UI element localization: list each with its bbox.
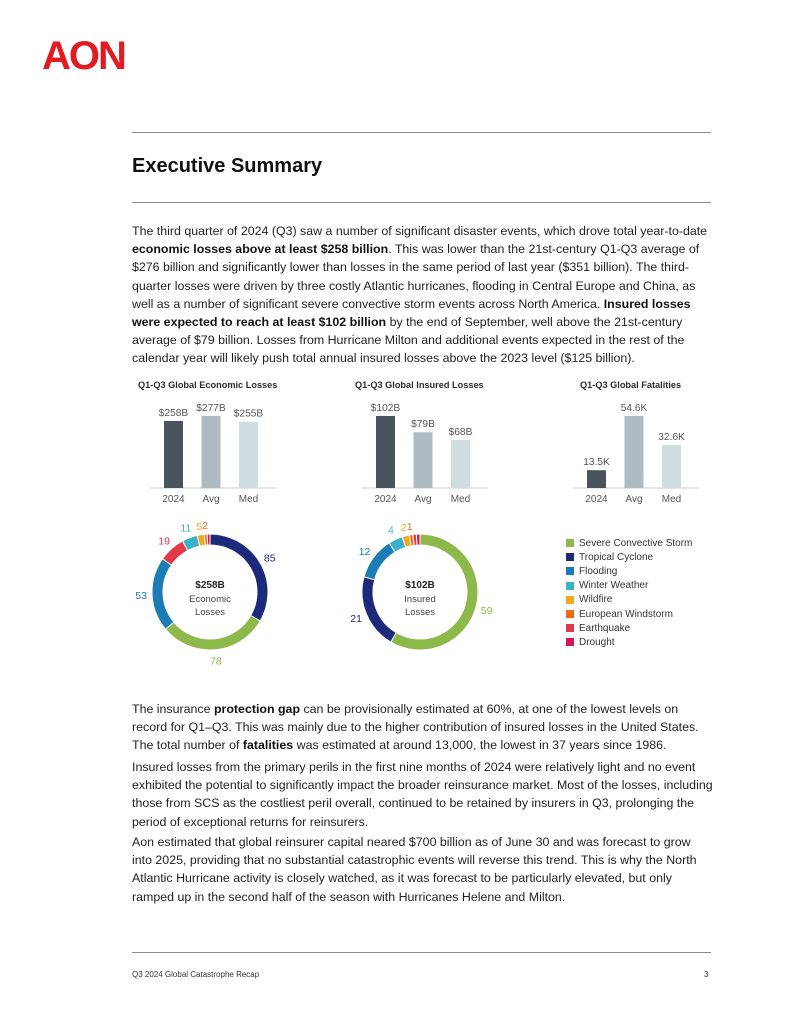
legend-item bbox=[566, 607, 692, 621]
body-p1-text-a: The insurance bbox=[132, 702, 214, 716]
bar-2024 bbox=[164, 421, 183, 488]
donut-center-caption: Losses bbox=[404, 607, 436, 618]
legend-swatch bbox=[566, 624, 574, 632]
legend-label: Severe Convective Storm bbox=[579, 537, 693, 549]
legend-item bbox=[566, 564, 692, 578]
bar-med bbox=[451, 440, 470, 488]
donut-value-label: 2 bbox=[202, 520, 208, 533]
legend-swatch bbox=[566, 567, 574, 575]
bar-category-label: Avg bbox=[414, 494, 432, 505]
legend-item bbox=[566, 536, 692, 550]
bar-category-label: Med bbox=[450, 494, 471, 505]
bar-category-label: 2024 bbox=[374, 494, 397, 505]
peril-legend bbox=[566, 536, 692, 650]
bar-2024 bbox=[587, 470, 606, 488]
donut-segment-severe-convective-storm bbox=[391, 534, 478, 650]
donut-segment-drought bbox=[416, 534, 420, 545]
fatalities-bar-chart bbox=[573, 398, 703, 510]
legend-item bbox=[566, 593, 692, 607]
donut-center-caption: Economic bbox=[189, 594, 231, 605]
economic-losses-chart-title: Q1-Q3 Global Economic Losses bbox=[138, 380, 278, 390]
legend-item bbox=[566, 635, 692, 649]
legend-swatch bbox=[566, 582, 574, 590]
body-p1-text-e: was estimated at around 13,000, the lowest in 37 years since 1986. bbox=[293, 738, 667, 753]
donut-center-caption: Insured bbox=[404, 594, 436, 605]
aon-logo bbox=[42, 36, 134, 77]
footer-title: Q3 2024 Global Catastrophe Recap bbox=[132, 970, 260, 979]
legend-item bbox=[566, 621, 692, 635]
legend-swatch bbox=[566, 553, 574, 561]
donut-value-label: 19 bbox=[158, 535, 170, 548]
donut-value-label: 1 bbox=[406, 520, 413, 533]
bar-value-label: $255B bbox=[233, 408, 264, 420]
economic-losses-donut-chart bbox=[135, 518, 280, 668]
insured-losses-donut-chart bbox=[350, 518, 493, 668]
bar-avg bbox=[202, 416, 221, 488]
body-paragraph-2: Insured losses from the primary perils in the first nine months of 2024 were relatively light and no event exhibited the potential to significantly impact the broader reinsurance market. Most of the losses, including those from SCS as the costliest peril overall, continued to be retained by insurers in Q3, prolonging the period of exceptional returns for reinsurers. bbox=[132, 760, 713, 829]
fatalities-chart-title: Q1-Q3 Global Fatalities bbox=[580, 380, 682, 390]
bar-category-label: 2024 bbox=[162, 494, 185, 505]
intro-paragraph bbox=[132, 222, 714, 368]
legend-swatch bbox=[566, 610, 574, 618]
economic-losses-bar-chart bbox=[150, 398, 280, 510]
bar-category-label: Med bbox=[661, 494, 682, 505]
legend-swatch bbox=[566, 638, 574, 646]
body-paragraph-3: Aon estimated that global reinsurer capital neared $700 billion as of June 30 and was forecast to grow into 2025, providing that no substantial catastrophic events will reverse this trend. This is why the North Atlantic Hurricane activity is closely watched, as it was forecast to be particularly elevated, but only ramped up in the second half of the season with Hurricanes Helene and Milton. bbox=[132, 835, 697, 904]
title-divider bbox=[132, 202, 711, 203]
donut-center-total: $258B bbox=[195, 580, 225, 591]
bar-value-label: 13.5K bbox=[583, 457, 610, 469]
body-p1-bold-gap: protection gap bbox=[213, 702, 301, 716]
donut-value-label: 11 bbox=[180, 522, 192, 535]
legend-label: Earthquake bbox=[579, 622, 631, 634]
donut-segment-drought bbox=[207, 534, 210, 545]
donut-value-label: 53 bbox=[135, 589, 147, 602]
bar-med bbox=[662, 445, 681, 488]
legend-label: Winter Weather bbox=[579, 580, 649, 592]
donut-value-label: 78 bbox=[210, 655, 222, 668]
legend-label: European Windstorm bbox=[579, 608, 673, 620]
bar-value-label: 54.6K bbox=[620, 403, 648, 414]
header-divider bbox=[132, 132, 711, 133]
intro-bold-insured: Insured losses were expected to reach at least $102 billion bbox=[132, 296, 691, 330]
bar-avg bbox=[414, 432, 433, 488]
svg-text:AON: AON bbox=[42, 36, 125, 72]
donut-segment-tropical-cyclone bbox=[362, 577, 396, 642]
bar-value-label: $258B bbox=[158, 407, 189, 419]
bar-category-label: 2024 bbox=[585, 494, 608, 505]
body-p1-bold-fatalities: fatalities bbox=[242, 738, 294, 753]
bar-value-label: 32.6K bbox=[658, 432, 685, 444]
intro-bold-economic: economic losses above at least $258 billion bbox=[132, 242, 389, 257]
bar-category-label: Avg bbox=[625, 494, 643, 505]
bar-2024 bbox=[376, 416, 395, 488]
legend-label: Tropical Cyclone bbox=[579, 551, 654, 563]
page-title: Executive Summary bbox=[132, 155, 323, 177]
bar-value-label: $79B bbox=[411, 419, 435, 431]
donut-value-label: 12 bbox=[358, 545, 371, 558]
body-paragraph-1 bbox=[132, 700, 714, 755]
donut-segment-severe-convective-storm bbox=[165, 616, 260, 651]
footer-page-number: 3 bbox=[704, 970, 709, 979]
bar-med bbox=[239, 422, 258, 488]
bar-avg bbox=[625, 416, 644, 488]
legend-swatch bbox=[566, 539, 574, 547]
intro-text-3: by the end of September, well above the 21st-century average of $79 billion. Losses from Hurricane Milton and additional events expected in the rest of the calendar year will likely push total annual insured losses above the 2023 level ($125 billion). bbox=[132, 315, 685, 366]
donut-center-total: $102B bbox=[405, 580, 435, 591]
intro-text-2: . This was lower than the 21st-century Q1-Q3 average of $276 billion and significantly lower than losses in the same period of last year ($351 billion). The third-quarter losses were driven by three costly Atlantic hurricanes, flooding in Central Europe and China, as well as a number of significant severe convective storm events across North America. bbox=[132, 242, 700, 311]
footer-divider bbox=[132, 952, 711, 953]
insured-losses-bar-chart bbox=[362, 398, 492, 510]
donut-value-label: 59 bbox=[480, 605, 493, 618]
aon-logo-mark bbox=[42, 36, 134, 72]
legend-swatch bbox=[566, 596, 574, 604]
bar-value-label: $68B bbox=[448, 427, 473, 438]
donut-value-label: 2 bbox=[400, 522, 407, 535]
intro-text-1: The third quarter of 2024 (Q3) saw a number of significant disaster events, which drove total year-to-date bbox=[132, 224, 708, 238]
bar-category-label: Avg bbox=[202, 494, 220, 505]
legend-label: Drought bbox=[579, 636, 615, 648]
body-p1-text-c: can be provisionally estimated at 60%, at one of the lowest levels on record for Q1–Q3. This was mainly due to the higher contribution of insured losses in the United States. The total number of bbox=[132, 702, 699, 753]
donut-value-label: 4 bbox=[387, 524, 394, 537]
bar-value-label: $102B bbox=[370, 403, 401, 414]
donut-center-caption: Losses bbox=[194, 607, 226, 618]
legend-item bbox=[566, 550, 692, 564]
bar-value-label: $277B bbox=[196, 403, 226, 414]
legend-label: Flooding bbox=[579, 565, 618, 577]
donut-value-label: 21 bbox=[350, 613, 362, 626]
donut-value-label: 85 bbox=[263, 552, 276, 565]
donut-segment-flooding bbox=[152, 559, 174, 629]
donut-value-label: 5 bbox=[196, 520, 203, 533]
bar-category-label: Med bbox=[238, 494, 259, 505]
legend-label: Wildfire bbox=[579, 594, 613, 606]
insured-losses-chart-title: Q1-Q3 Global Insured Losses bbox=[355, 380, 484, 390]
legend-item bbox=[566, 579, 692, 593]
